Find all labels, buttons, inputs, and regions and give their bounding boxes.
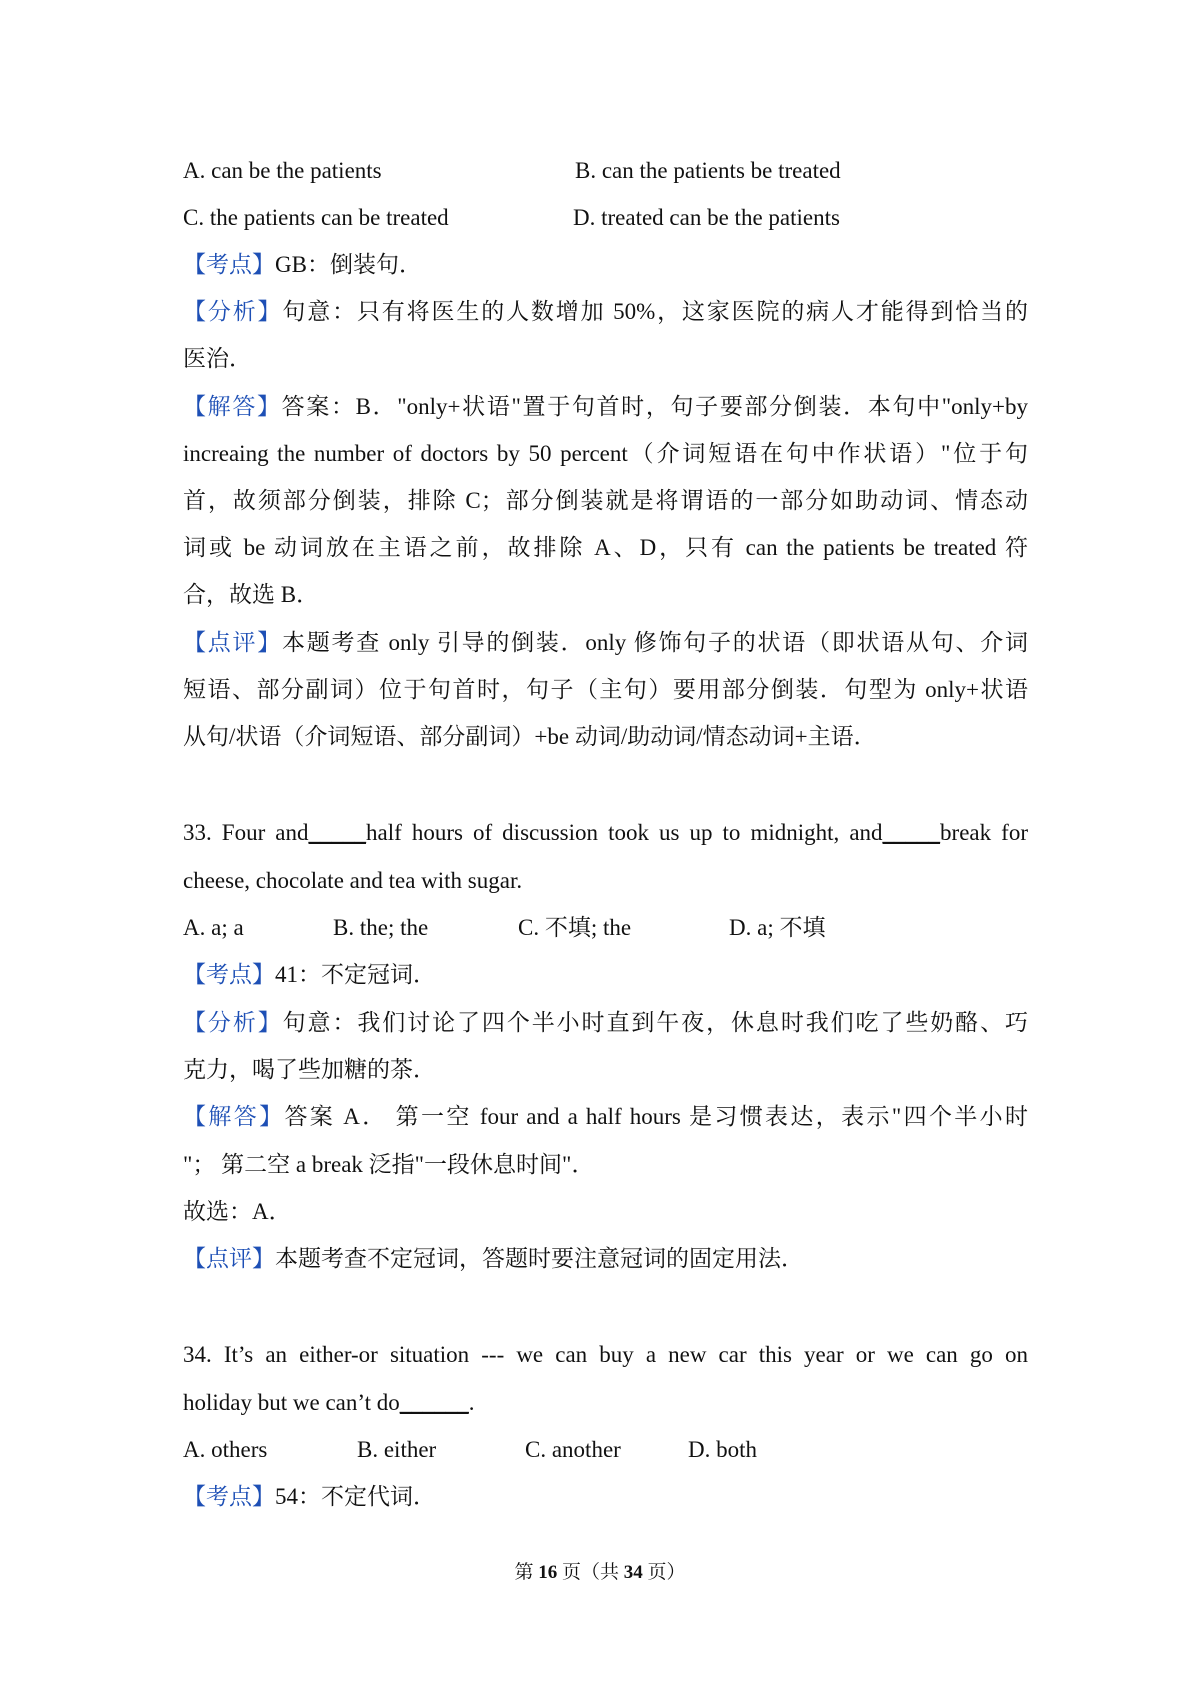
footer-page-number: 16 (538, 1562, 558, 1583)
jieda-text: 答案 A． 第一空 four and a half hours 是习惯表达，表示"四个半小时 (284, 1104, 1029, 1129)
q32-dianping-line2: 短语、部分副词）位于句首时，句子（主句）要用部分倒装．句型为 only+状语 (183, 677, 1028, 702)
footer-pre: 第 (514, 1562, 539, 1583)
dianping-text: 本题考查不定冠词，答题时要注意冠词的固定用法． (275, 1246, 804, 1271)
q33-fenxi-line2: 克力，喝了些加糖的茶． (183, 1057, 436, 1082)
q33-fenxi-line1 (183, 1008, 1028, 1038)
kaodian-tag: 【考点】 (183, 962, 275, 987)
fenxi-text: 句意：我们讨论了四个半小时直到午夜，休息时我们吃了些奶酪、巧 (282, 1010, 1029, 1035)
q32-option-d: D. treated can be the patients (573, 205, 840, 230)
kaodian-text: GB：倒装句． (275, 252, 422, 277)
q33-stem-line2: cheese, chocolate and tea with sugar. (183, 868, 523, 893)
q32-fenxi-line2: 医治． (183, 346, 252, 371)
q34-stem-line2 (183, 1388, 1028, 1418)
q32-fenxi-line1 (183, 297, 1028, 327)
q33-stem-c: break for (940, 820, 1028, 845)
q33-blank-2: _____ (882, 820, 941, 845)
jieda-text: 答案：B．"only+状语"置于句首时，句子要部分倒装．本句中"only+by (281, 394, 1029, 419)
q32-option-c: C. the patients can be treated (183, 205, 449, 230)
jieda-tag: 【解答】 (183, 394, 282, 419)
q33-stem-b: half hours of discussion took us up to midnight, and (366, 820, 883, 845)
q33-jieda-line3: 故选：A． (183, 1199, 292, 1224)
q34-stem-line1: 34. It’s an either-or situation --- we can buy a new car this year or we can go on (183, 1342, 1028, 1367)
footer-total-pages: 34 (623, 1562, 643, 1583)
q33-dianping (183, 1244, 1028, 1274)
footer-mid: 页（共 (557, 1562, 624, 1583)
q32-jieda-line5: 合，故选 B． (183, 582, 320, 607)
dianping-tag: 【点评】 (183, 1246, 275, 1271)
fenxi-text: 句意：只有将医生的人数增加 50%，这家医院的病人才能得到恰当的 (282, 299, 1028, 324)
jieda-tag: 【解答】 (183, 1104, 285, 1129)
q34-stem-b: . (468, 1390, 475, 1415)
q32-option-a: A. can be the patients (183, 158, 382, 183)
q32-dianping-line3: 从句/状语（介词短语、部分副词）+be 动词/助动词/情态动词+主语． (183, 724, 877, 749)
q34-stem-a: holiday but we can’t do (183, 1390, 400, 1415)
q34-blank: ______ (399, 1390, 469, 1415)
dianping-tag: 【点评】 (183, 630, 282, 655)
page-footer (0, 1560, 1200, 1586)
q32-kaodian (183, 250, 1028, 280)
q33-option-a: A. a; a (183, 915, 244, 940)
kaodian-tag: 【考点】 (183, 1484, 275, 1509)
q33-kaodian (183, 960, 1028, 990)
footer-post: 页） (642, 1562, 686, 1583)
q33-jieda-line1 (183, 1102, 1028, 1132)
q34-option-c: C. another (525, 1437, 621, 1462)
q33-option-b: B. the; the (333, 915, 429, 940)
q32-jieda-line2: increaing the number of doctors by 50 percent（介词短语在句中作状语）"位于句 (183, 441, 1028, 466)
kaodian-text: 41：不定冠词． (275, 962, 436, 987)
q32-dianping-line1 (183, 628, 1028, 658)
q34-option-a: A. others (183, 1437, 268, 1462)
q33-option-d: D. a; 不填 (729, 915, 826, 940)
q34-kaodian (183, 1482, 1028, 1512)
q32-jieda-line3: 首，故须部分倒装，排除 C；部分倒装就是将谓语的一部分如助动词、情态动 (183, 488, 1028, 513)
q32-jieda-line4: 词或 be 动词放在主语之前，故排除 A、D，只有 can the patients be treated 符 (183, 535, 1028, 560)
fenxi-tag: 【分析】 (183, 1010, 283, 1035)
q34-option-b: B. either (357, 1437, 437, 1462)
q33-stem-line1 (183, 818, 1028, 848)
kaodian-text: 54：不定代词． (275, 1484, 436, 1509)
q32-jieda-line1 (183, 392, 1028, 422)
fenxi-tag: 【分析】 (183, 299, 283, 324)
q33-stem-a: 33. Four and (183, 820, 309, 845)
q32-option-b: B. can the patients be treated (575, 158, 841, 183)
q33-blank-1: _____ (308, 820, 367, 845)
q34-option-d: D. both (688, 1437, 757, 1462)
dianping-text: 本题考查 only 引导的倒装．only 修饰句子的状语（即状语从句、介词 (282, 630, 1029, 655)
q33-option-c: C. 不填; the (518, 915, 632, 940)
kaodian-tag: 【考点】 (183, 252, 275, 277)
q33-jieda-line2: "； 第二空 a break 泛指"一段休息时间"． (183, 1152, 595, 1177)
